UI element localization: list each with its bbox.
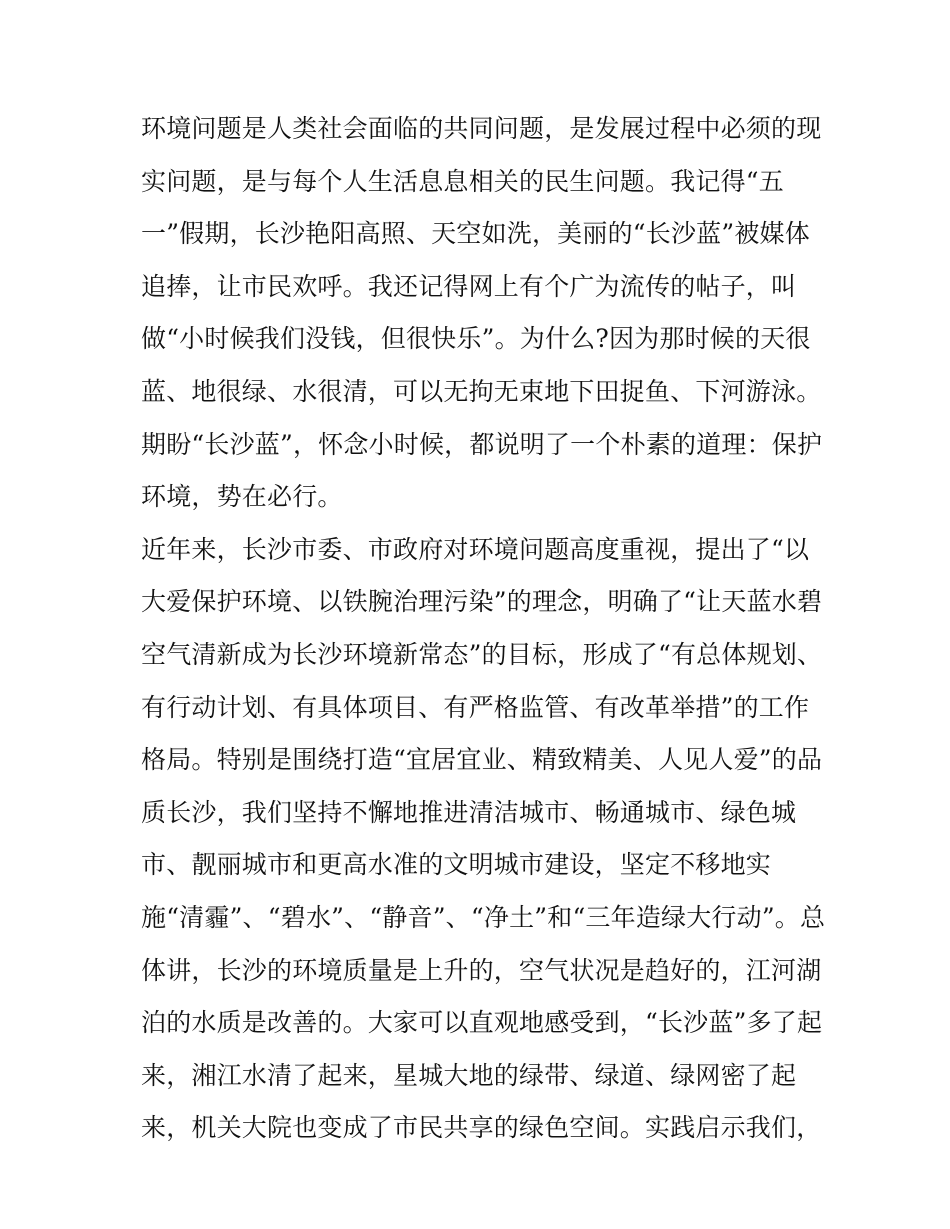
- text-line: 环境，势在必行。: [141, 482, 343, 512]
- text-line: 实问题，是与每个人生活息息相关的民生问题。我记得“五: [141, 166, 784, 196]
- text-line: 环境问题是人类社会面临的共同问题，是发展过程中必须的现: [141, 114, 822, 143]
- text-line: 来，湘江水清了起来，星城大地的绿带、绿道、绿网密了起: [141, 1060, 797, 1090]
- text-line: 近年来，长沙市委、市政府对环境问题高度重视，提出了“以: [141, 534, 810, 564]
- text-line: 来，机关大院也变成了市民共享的绿色空间。实践启示我们，: [141, 1113, 822, 1143]
- text-line: 格局。特别是围绕打造“宜居宜业、精致精美、人见人爱”的品: [141, 745, 823, 775]
- text-line: 体讲，长沙的环境质量是上升的，空气状况是趋好的，江河湖: [141, 955, 822, 985]
- text-line: 市、靓丽城市和更高水准的文明城市建设，坚定不移地实: [141, 850, 772, 880]
- text-line: 做“小时候我们没钱，但很快乐”。为什么?因为那时候的天很: [141, 324, 811, 354]
- text-line: 大爱保护环境、以铁腕治理污染”的理念，明确了“让天蓝水碧: [141, 587, 823, 617]
- text-line: 泊的水质是改善的。大家可以直观地感受到，“长沙蓝”多了起: [141, 1008, 823, 1038]
- text-line: 期盼“长沙蓝”，怀念小时候，都说明了一个朴素的道理：保护: [141, 429, 823, 459]
- text-line: 施“清霾”、“碧水”、“静音”、“净土”和“三年造绿大行动”。总: [141, 902, 826, 932]
- text-line: 一”假期，长沙艳阳高照、天空如洗，美丽的“长沙蓝”被媒体: [141, 219, 810, 249]
- text-line: 有行动计划、有具体项目、有严格监管、有改革举措”的工作: [141, 692, 810, 722]
- text-line: 追捧，让市民欢呼。我还记得网上有个广为流传的帖子，叫: [141, 271, 797, 301]
- text-line: 蓝、地很绿、水很清，可以无拘无束地下田捉鱼、下河游泳。: [141, 376, 822, 406]
- body-text: [141, 103, 826, 1155]
- text-line: 空气清新成为长沙环境新常态”的目标，形成了“有总体规划、: [141, 639, 823, 669]
- text-line: 质长沙，我们坚持不懈地推进清洁城市、畅通城市、绿色城: [141, 797, 797, 827]
